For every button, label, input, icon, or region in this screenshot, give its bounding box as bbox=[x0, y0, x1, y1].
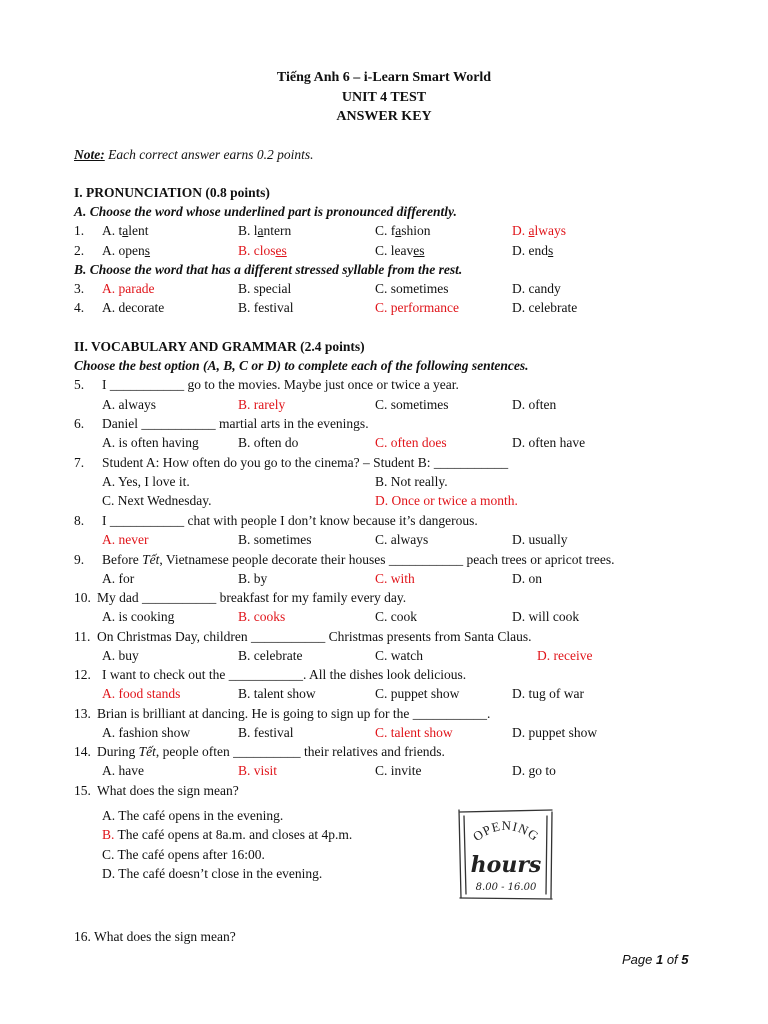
option-b: B. lantern bbox=[238, 223, 292, 238]
option-c: C. fashion bbox=[375, 223, 431, 238]
question-stem: Student A: How often do you go to the cinema? – Student B: ___________ bbox=[102, 455, 509, 470]
option-d: D. often have bbox=[512, 435, 586, 450]
question-stem: Brian is brilliant at dancing. He is going to sign up for the ___________. bbox=[97, 706, 491, 721]
option-b-answer: B. cooks bbox=[238, 609, 286, 624]
option-a-answer: A. food stands bbox=[102, 686, 181, 701]
section-2-instruction: Choose the best option (A, B, C or D) to complete each of the following sentences. bbox=[74, 358, 529, 373]
option-c: C. always bbox=[375, 532, 429, 547]
option-c-answer: C. talent show bbox=[375, 725, 453, 740]
option-a: A. buy bbox=[102, 648, 139, 663]
question-number: 7. bbox=[74, 455, 85, 470]
question-stem: My dad ___________ breakfast for my family every day. bbox=[97, 590, 407, 605]
stem-text: , people often __________ their relatives and friends. bbox=[155, 744, 445, 759]
option-b-answer bbox=[102, 826, 352, 844]
question-stem bbox=[74, 928, 236, 946]
question-number: 5. bbox=[74, 377, 85, 392]
page-total: 5 bbox=[681, 952, 689, 967]
option-letter: B. bbox=[102, 827, 115, 842]
stem-text: During bbox=[97, 744, 139, 759]
option-a: A. always bbox=[102, 397, 156, 412]
stem-text: , Vietnamese people decorate their houses ___________ peach trees or apricot trees. bbox=[159, 552, 615, 567]
svg-text:OPENING bbox=[470, 818, 542, 844]
stem-text: What does the sign mean? bbox=[94, 929, 236, 944]
question-stem bbox=[97, 743, 445, 761]
option-c: C. sometimes bbox=[375, 397, 449, 412]
option-d-answer: D. always bbox=[512, 223, 566, 238]
option-d: D. will cook bbox=[512, 609, 580, 624]
sign-border-right bbox=[551, 812, 552, 898]
option-b: B. talent show bbox=[238, 686, 316, 701]
option-a: A. The café opens in the evening. bbox=[102, 808, 284, 823]
sign-border-inner-left bbox=[464, 816, 466, 894]
question-number: 3. bbox=[74, 281, 85, 296]
option-c-answer: C. often does bbox=[375, 435, 447, 450]
option-a: A. is often having bbox=[102, 435, 199, 450]
option-d: D. often bbox=[512, 397, 557, 412]
section-pronunciation-title: I. PRONUNCIATION (0.8 points) bbox=[74, 185, 270, 200]
question-number: 16. bbox=[74, 929, 91, 944]
option-a-answer: A. parade bbox=[102, 281, 155, 296]
option-b: B. festival bbox=[238, 300, 294, 315]
option-d: D. go to bbox=[512, 763, 556, 778]
question-number: 10. bbox=[74, 590, 91, 605]
question-stem: I ___________ chat with people I don’t know because it’s dangerous. bbox=[102, 513, 478, 528]
footer-text: Page bbox=[622, 952, 656, 967]
option-d: D. ends bbox=[512, 243, 554, 258]
question-stem: I ___________ go to the movies. Maybe just once or twice a year. bbox=[102, 377, 459, 392]
part-a-instruction: A. Choose the word whose underlined part is pronounced differently. bbox=[74, 204, 457, 219]
option-b: B. celebrate bbox=[238, 648, 303, 663]
question-stem: On Christmas Day, children ___________ Christmas presents from Santa Claus. bbox=[97, 629, 532, 644]
option-a-answer: A. never bbox=[102, 532, 149, 547]
option-b-answer: B. closes bbox=[238, 243, 287, 258]
option-a: A. have bbox=[102, 763, 144, 778]
opening-hours-sign bbox=[456, 806, 556, 902]
sign-border-inner-right bbox=[546, 816, 547, 894]
option-d: D. usually bbox=[512, 532, 568, 547]
option-b: B. sometimes bbox=[238, 532, 312, 547]
option-b-answer: B. visit bbox=[238, 763, 278, 778]
option-d: D. on bbox=[512, 571, 542, 586]
footer-text: of bbox=[663, 952, 682, 967]
question-number: 6. bbox=[74, 416, 85, 431]
option-a: A. is cooking bbox=[102, 609, 175, 624]
option-d: D. The café doesn’t close in the evening. bbox=[102, 866, 323, 881]
option-d-answer: D. receive bbox=[537, 648, 593, 663]
option-d: D. tug of war bbox=[512, 686, 584, 701]
sign-border-top bbox=[460, 810, 552, 812]
option-d: D. celebrate bbox=[512, 300, 578, 315]
sign-border-bottom bbox=[460, 898, 552, 899]
option-b: B. often do bbox=[238, 435, 299, 450]
option-c: C. leaves bbox=[375, 243, 425, 258]
question-stem bbox=[102, 551, 615, 569]
option-b: B. special bbox=[238, 281, 292, 296]
question-number: 15. bbox=[74, 783, 91, 798]
page-footer bbox=[622, 952, 689, 967]
stem-italic: Tết bbox=[138, 744, 156, 759]
option-b: B. Not really. bbox=[375, 474, 448, 489]
option-d: D. candy bbox=[512, 281, 561, 296]
question-stem: Daniel ___________ martial arts in the evenings. bbox=[102, 416, 369, 431]
option-a: A. decorate bbox=[102, 300, 165, 315]
option-c: C. sometimes bbox=[375, 281, 449, 296]
stem-italic: Tết bbox=[142, 552, 160, 567]
option-text: The café opens at 8a.m. and closes at 4p.m. bbox=[114, 827, 353, 842]
note-text: Each correct answer earns 0.2 points. bbox=[104, 147, 314, 162]
option-c: C. cook bbox=[375, 609, 417, 624]
option-c: C. puppet show bbox=[375, 686, 460, 701]
question-number: 14. bbox=[74, 744, 91, 759]
answer-key-title: ANSWER KEY bbox=[336, 109, 432, 124]
option-c-answer: C. performance bbox=[375, 300, 459, 315]
note-label: Note: bbox=[74, 147, 105, 162]
question-number: 9. bbox=[74, 552, 85, 567]
option-c: C. watch bbox=[375, 648, 423, 663]
option-a: A. opens bbox=[102, 243, 151, 258]
sign-times-text: 8.00 - 16.00 bbox=[475, 882, 537, 893]
option-c-answer: C. with bbox=[375, 571, 415, 586]
sign-main-text: hours bbox=[470, 852, 542, 878]
question-stem: What does the sign mean? bbox=[97, 783, 239, 798]
question-number: 12. bbox=[74, 667, 91, 682]
option-c: C. The café opens after 16:00. bbox=[102, 847, 265, 862]
option-d: D. puppet show bbox=[512, 725, 598, 740]
question-stem: I want to check out the ___________. All the dishes look delicious. bbox=[102, 667, 467, 682]
option-b-answer: B. rarely bbox=[238, 397, 286, 412]
option-a: A. for bbox=[102, 571, 135, 586]
option-c: C. Next Wednesday. bbox=[102, 493, 212, 508]
question-number: 8. bbox=[74, 513, 85, 528]
unit-title: UNIT 4 TEST bbox=[341, 90, 427, 105]
note bbox=[74, 146, 313, 164]
doc-title: Tiếng Anh 6 – i-Learn Smart World bbox=[276, 70, 492, 85]
option-c: C. invite bbox=[375, 763, 422, 778]
option-b: B. by bbox=[238, 571, 268, 586]
option-b: B. festival bbox=[238, 725, 294, 740]
question-number: 2. bbox=[74, 243, 85, 258]
sign-top-text: OPENING bbox=[469, 817, 543, 845]
option-a: A. talent bbox=[102, 223, 149, 238]
section-vocabulary-title: II. VOCABULARY AND GRAMMAR (2.4 points) bbox=[74, 339, 365, 354]
sign-border-left bbox=[459, 810, 461, 898]
stem-text: Before bbox=[102, 552, 143, 567]
option-a: A. fashion show bbox=[102, 725, 191, 740]
question-number: 4. bbox=[74, 300, 85, 315]
question-number: 13. bbox=[74, 706, 91, 721]
option-a: A. Yes, I love it. bbox=[102, 474, 190, 489]
page-number: 1 bbox=[655, 952, 664, 967]
question-number: 11. bbox=[74, 629, 91, 644]
option-d-answer: D. Once or twice a month. bbox=[375, 493, 518, 508]
question-number: 1. bbox=[74, 223, 85, 238]
part-b-instruction: B. Choose the word that has a different stressed syllable from the rest. bbox=[74, 262, 463, 277]
